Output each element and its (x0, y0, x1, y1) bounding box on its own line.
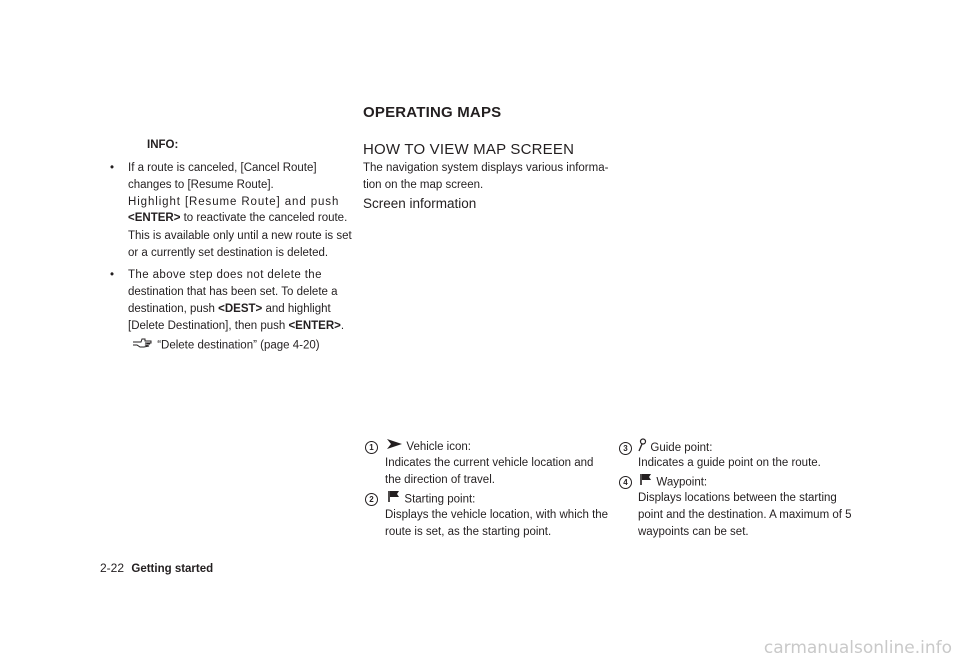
bullet-2-line-2: destination that has been set. To delete a (128, 286, 338, 298)
bullet-1-line-5: This is available only until a new route is set (128, 230, 352, 242)
bullet-2-line-4 (128, 318, 344, 335)
intro-line-2: tion on the map screen. (363, 179, 484, 191)
screen-info-subheading: Screen information (363, 196, 477, 211)
item-number: 3 (619, 442, 632, 455)
bullet-marker: • (110, 162, 115, 174)
bullet-1-line-6: or a currently set destination is deleted. (128, 247, 329, 259)
item-desc-line: point and the destination. A maximum of 5 (638, 509, 852, 521)
bullet-1-line-3: Highlight [Resume Route] and push (128, 196, 340, 208)
bullet-2-line-1: The above step does not delete the (128, 269, 322, 281)
bullet-2-line-4-post: . (340, 320, 345, 332)
enter-key: <ENTER> (288, 320, 341, 332)
vehicle-icon (387, 438, 403, 456)
bullet-1-line-4 (128, 210, 347, 227)
item-number: 1 (365, 441, 378, 454)
cross-reference-text: “Delete destination” (page 4-20) (157, 339, 320, 352)
item-desc-line: Indicates a guide point on the route. (638, 457, 821, 469)
enter-key: <ENTER> (128, 212, 181, 224)
bullet-2-line-3-pre: destination, push (128, 303, 219, 315)
bullet-1-line-1: If a route is canceled, [Cancel Route] (128, 162, 317, 174)
bullet-2-line-4-pre: [Delete Destination], then push (128, 320, 289, 332)
section-title: OPERATING MAPS (363, 104, 502, 121)
item-number: 4 (619, 476, 632, 489)
item-label: Vehicle icon: (406, 441, 471, 454)
item-label: Waypoint: (656, 476, 708, 489)
bullet-1-line-4-rest: to reactivate the canceled route. (180, 212, 348, 224)
bullet-marker: • (110, 269, 115, 281)
item-desc-line: Indicates the current vehicle location and (385, 457, 594, 469)
item-label: Starting point: (404, 493, 476, 506)
chapter-name: Getting started (131, 563, 214, 575)
cross-reference (132, 336, 320, 355)
item-vehicle-icon (365, 438, 471, 456)
page-number: 2-22 (100, 561, 125, 575)
item-desc-line: route is set, as the starting point. (385, 526, 552, 538)
item-desc-line: the direction of travel. (385, 474, 495, 486)
map-screen-heading: HOW TO VIEW MAP SCREEN (363, 141, 575, 158)
page-footer (100, 561, 213, 575)
bullet-2-line-3 (128, 301, 331, 318)
item-desc-line: Displays locations between the starting (638, 492, 837, 504)
item-number: 2 (365, 493, 378, 506)
item-desc-line: Displays the vehicle location, with which the (385, 509, 609, 521)
item-label: Guide point: (650, 442, 713, 455)
watermark: carmanualsonline.info (763, 638, 952, 658)
bullet-1-line-2: changes to [Resume Route]. (128, 179, 274, 191)
bullet-2-line-3-post: and highlight (262, 303, 331, 315)
info-label: INFO: (147, 139, 179, 151)
intro-line-1: The navigation system displays various informa- (363, 162, 609, 174)
hand-pointer-icon (132, 336, 154, 355)
item-desc-line: waypoints can be set. (638, 526, 749, 538)
dest-key: <DEST> (218, 303, 263, 315)
